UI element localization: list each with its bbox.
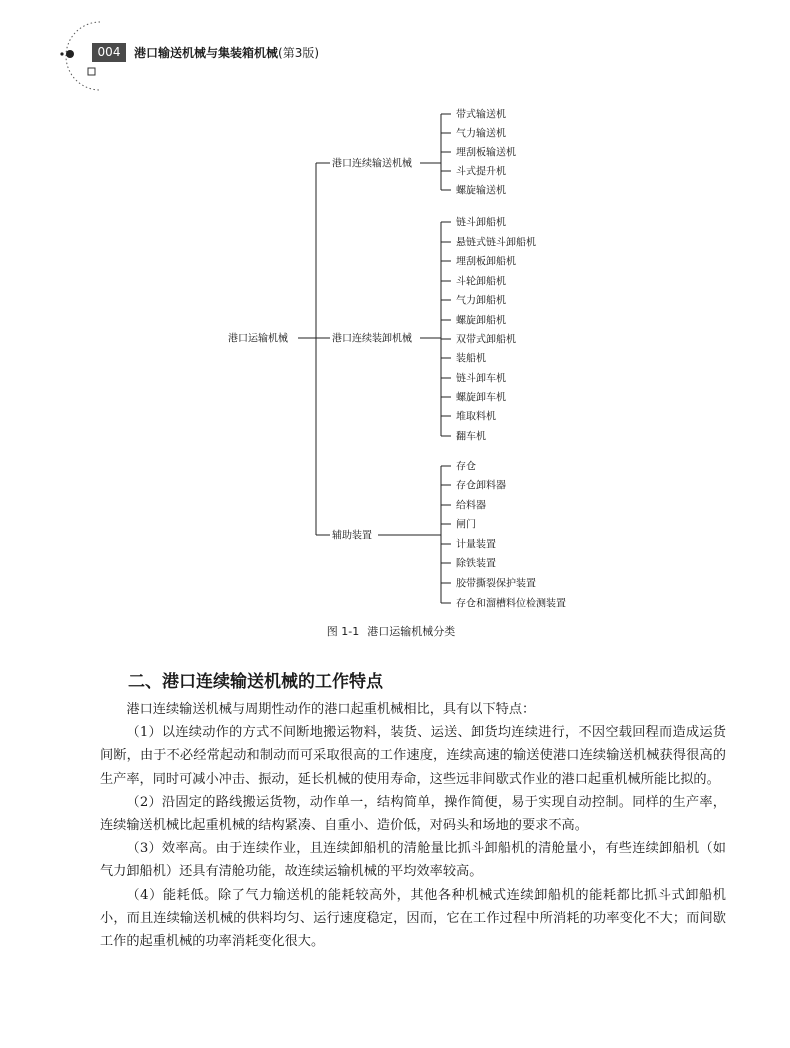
- leaf-label: 计量装置: [456, 539, 496, 551]
- page-header: [0, 0, 790, 100]
- body-text: [100, 698, 726, 953]
- classification-tree: [0, 95, 790, 620]
- leaf-label: 装船机: [456, 353, 486, 365]
- leaf-label: 链斗卸车机: [456, 373, 506, 385]
- leaf-label: 胶带撕裂保护装置: [456, 578, 536, 590]
- branch-label: 港口连续输送机械: [332, 158, 412, 170]
- branch-label: 港口连续装卸机械: [332, 333, 412, 345]
- leaf-label: 螺旋卸船机: [456, 315, 506, 327]
- leaf-label: 气力卸船机: [456, 295, 506, 307]
- paragraph: （1）以连续动作的方式不间断地搬运物料，装货、运送、卸货均连续进行，不因空载回程而造成运货间断，由于不必经常起动和制动而可采取很高的工作速度，连续高速的输送使港口连续输送机械获得很高的生产率，同时可减小冲击、振动，延长机械的使用寿命，这些远非间歇式作业的港口起重机械所能比拟的。: [100, 725, 726, 787]
- leaf-label: 双带式卸船机: [456, 334, 516, 346]
- leaf-label: 埋刮板卸船机: [456, 256, 516, 268]
- leaf-label: 给料器: [456, 500, 486, 512]
- book-edition: (第3版): [278, 46, 320, 60]
- section-title: 二、港口连续输送机械的工作特点: [128, 672, 383, 692]
- figure-caption: [0, 623, 790, 639]
- paragraph: （3）效率高。由于连续作业，且连续卸船机的清舱量比抓斗卸船机的清舱量小，有些连续卸船机（如气力卸船机）还具有清舱功能，故连续运输机械的平均效率较高。: [100, 841, 726, 880]
- branch-label: 辅助装置: [332, 530, 372, 542]
- leaf-label: 闸门: [456, 519, 476, 531]
- book-title: [134, 44, 319, 61]
- paragraph: （4）能耗低。除了气力输送机的能耗较高外，其他各种机械式连续卸船机的能耗都比抓斗式卸船机小，而且连续输送机械的供料均匀、运行速度稳定，因而，它在工作过程中所消耗的功率变化不大；而间歇工作的起重机械的功率消耗变化很大。: [100, 887, 726, 950]
- figure-title: 港口运输机械分类: [367, 625, 456, 638]
- leaf-label: 斗式提升机: [456, 166, 506, 178]
- leaf-label: 螺旋卸车机: [456, 392, 506, 404]
- leaf-label: 斗轮卸船机: [456, 276, 506, 288]
- root-label: 港口运输机械: [228, 333, 288, 345]
- leaf-label: 埋刮板输送机: [456, 147, 516, 159]
- leaf-label: 除铁装置: [456, 558, 496, 570]
- leaf-label: 存仓卸料器: [456, 480, 506, 492]
- leaf-label: 悬链式链斗卸船机: [456, 237, 536, 249]
- leaf-label: 链斗卸船机: [456, 217, 506, 229]
- figure-number: 图 1-1: [326, 625, 360, 638]
- leaf-label: 存仓: [456, 461, 476, 473]
- leaf-label: 存仓和溜槽料位检测装置: [456, 598, 566, 610]
- leaf-label: 螺旋输送机: [456, 185, 506, 197]
- page-number: 004: [92, 43, 126, 62]
- leaf-label: 堆取料机: [456, 411, 496, 423]
- paragraph: 港口连续输送机械与周期性动作的港口起重机械相比，具有以下特点：: [126, 702, 536, 717]
- leaf-label: 气力输送机: [456, 128, 506, 140]
- book-title-text: 港口输送机械与集装箱机械: [134, 46, 279, 60]
- paragraph: （2）沿固定的路线搬运货物，动作单一，结构简单，操作简便，易于实现自动控制。同样的生产率，连续输送机械比起重机械的结构紧凑、自重小、造价低，对码头和场地的要求不高。: [100, 794, 726, 834]
- leaf-label: 翻车机: [456, 431, 486, 443]
- leaf-label: 带式输送机: [456, 109, 506, 121]
